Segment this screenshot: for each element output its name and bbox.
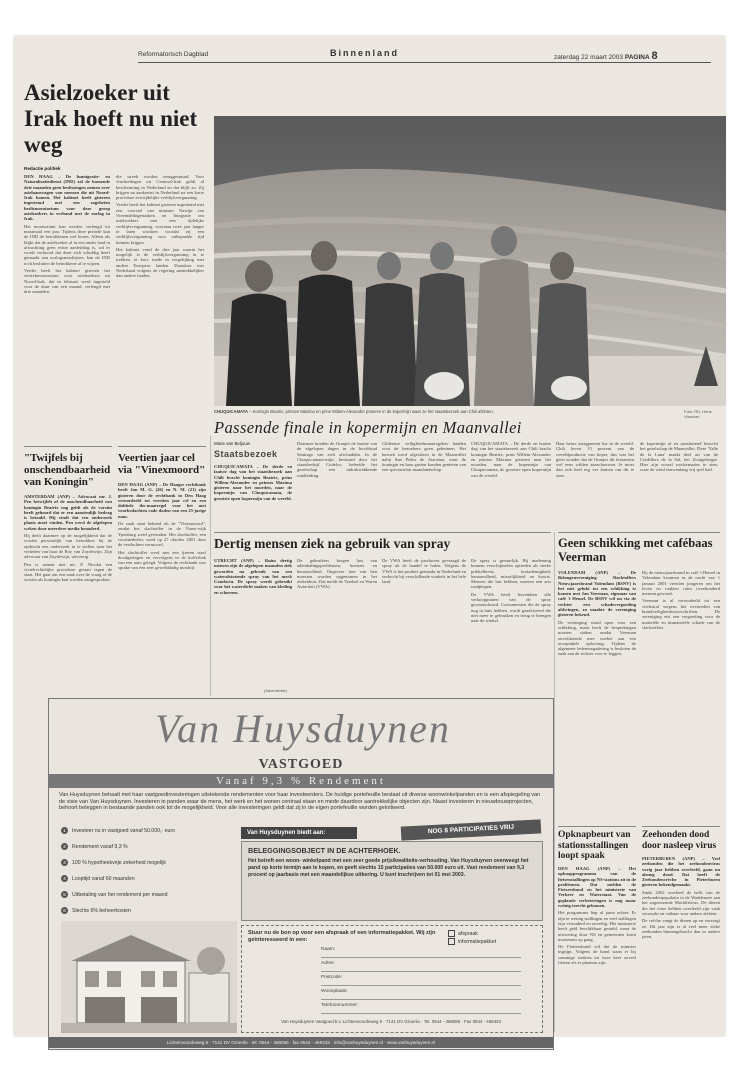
newspaper-page — [14, 36, 725, 1045]
article-finale-byline: Marie van Beljouw — [214, 441, 250, 446]
article-veertien-headline: Veertien jaar cel via "Vinexmoord" — [118, 452, 206, 476]
ad-benefit-5: 5 Uitbetaling van het rendement per maand — [61, 891, 167, 898]
article-veerman-headline: Geen schikking met cafébaas Veerman — [558, 536, 713, 564]
article-twijfels-body: AMSTERDAM (ANP) – Advocaat mr. J. Pen betwijfelt of de onschendbaarheid van koningin Beatrix nog geldt als de vorstin heeft gehoord dat er een aanzienlijk bedrag is betaald. Hij vindt dat een onderzoek plaats moet vinden. Pen werd de afgelopen weken door meerdere media benaderd. Hij deelt daarmee op de mogelijkheid dat de vorstin persoonlijk van betrokken bij de opdracht een onderzoek in te stellen naar het verleden van haar de Roy van Zuydewijn. Zijn advocaat van Zuydewijn, uitvoerig. Pen is samen met mr. P. Nicolai een civielrechtelijke procedure gestart tegen de staat. Het gaat om een zaak over de vraag of de vorstin als koningin kan worden aangesproken. — [24, 494, 112, 583]
coupon-field-postcode[interactable]: Postcode: — [321, 975, 521, 986]
article-finale-col3: Chileense veiligheidsmaatregelen hadden voor de bezoekers geen geheimen. Het bezoek werd afgesloten in de Maanvallei nabij San Pedro de Atacama, waar de koningin en haar gasten konden genieten van een spectaculair maanlandschap. — [382, 441, 466, 473]
article-zeehonden-headline: Zeehonden dood door nasleep virus — [642, 830, 717, 851]
ad-intro: Van Huysduynen behaalt met haar vastgoedinvesteringen uitstekende rendementen voor haar investeerders. De huidige portefeuille bestaat uit diverse woonwinkelpanden en is een afspiegeling van de visie van Van Huysduynen. Investeren in panden waar de mens, het werk en het wonen centraal staan en mede daardoor aantrekkelijke objecten zijn. Naast investeren in nieuwbouwprojecten, behoort beleggen in bestaande panden ook tot de mogelijkheid. Voor alle investeringen geldt dat zij in de eigen portefeuille worden geïnitieerd. — [59, 792, 541, 812]
checkbox-afspraak[interactable] — [448, 930, 455, 937]
photo-kopermijn — [214, 116, 726, 406]
masthead-paper: Reformatorisch Dagblad — [138, 51, 209, 58]
article-finale-kicker: Staatsbezoek — [214, 449, 278, 459]
masthead-section: Binnenland — [330, 48, 399, 58]
coupon-field-naam[interactable]: Naam: — [321, 947, 521, 958]
article-finale-col4: CHUQUICAMATA – De derde en laatste dag van het staatsbezoek aan Chili bracht koningin Beatrix, prins Willem-Alexander en prinses Máxima gisteren naar het noorden, naar de kopermijn van Chuquicamata, de grootste open kopermijn van de wereld. — [471, 441, 551, 478]
rule-stallingen — [558, 826, 636, 827]
article-zeehonden-body: PIETERBUREN (ANP) – Veel zeehonden die het zeehondenvirus vorig jaar hebben overleefd, gaan nu alsnog dood. Dat heeft de Zeehondencrèche in Pieterburen gisteren bekendgemaakt. Sinds 2002 overleed de helft van de zeehondenpopulatie in de Waddenzee aan het zogenoemde Morbilivirus. De dieren die het virus hebben overleefd zijn vaak verzwakt en vatbaar voor andere ziekten. De crèche vangt de dieren op en verzorgt ze. Dit jaar zijn er al veel meer zieke zeehonden binnengebracht dan in andere jaren. — [642, 856, 720, 940]
rule-veertien — [118, 446, 206, 447]
masthead-date: zaterdag 22 maart 2003 PAGINA 8 — [554, 50, 658, 62]
ad-option-afspraak[interactable]: afspraak — [448, 930, 478, 937]
article-spray-col1: UTRECHT (ANP) – Ruim dertig mensen zijn de afgelopen maanden ziek geworden na gebruik van een waterafstotende spray van het merk Comforta. De spray wordt gebruikt voor het waterdicht maken van kleding en schoenen. — [214, 558, 292, 595]
rule-zeehonden — [642, 826, 720, 827]
article-spray-col4: De spray is gevaarlijk. Bij inademing kunnen verschijnselen optreden als sterke prikkelhoest, kortademigheid, benauwdheid, misselijkheid en koorts. Mensen die last hebben, moeten een arts raadplegen. De VWA heeft bovendien alle verkooppunten van de spray gewaarschuwd. Consumenten die de spray nog in huis hebben, wordt geadviseerd die niet meer te gebruiken en terug te brengen naar de winkel. — [471, 558, 551, 624]
article-finale-col1: CHUQUICAMATA – De derde en laatste dag van het staatsbezoek aan Chili bracht koningin Beatrix, prins Willem-Alexander en prinses Máxima gisteren naar het noorden, naar de kopermijn van Chuquicamata, de grootste open kopermijn van de wereld. — [214, 464, 292, 501]
article-finale-col6: de kopermijn af en aansluitend bezocht het gezelschap de Maanvallei. Deze 'Valle de la Luna' maakt deel uit van de Cordillera de la Sal, het Zoutgebergte. Hier zijn vooral rotsformaties te zien, waar de wind eeuwenlang vrij spel had. — [640, 441, 718, 473]
photo-credit: Foto: RD, Henk Visscher — [684, 409, 712, 419]
coupon-field-adres[interactable]: Adres: — [321, 961, 521, 972]
photo-kopermijn-image — [214, 116, 726, 406]
article-stallingen-body: DEN HAAG (ANP) – Het opknapprogramma van de fietsenstallingen op NS-stations zit in de problemen. Dat melden de Fietsersbond en het ministerie van Verkeer en Waterstaat. Van de geplande verbeteringen is nog maar weinig terecht gekomen. Het programma liep al jaren achter. Er zijn te weinig stallingen en veel stallingen zijn verouderd en onveilig. Het ministerie heeft geld beschikbaar gesteld, maar de uitvoering door NS en gemeenten komt moeizaam op gang. De Fietsersbond wil dat de minister ingrijpt. Volgens de bond staan er bij sommige stations tot twee keer zoveel fietsen als er plaatsen zijn. — [558, 866, 636, 966]
rule-twijfels — [24, 446, 112, 447]
article-asielzoeker-headline: Asielzoeker uit Irak hoeft nu niet weg — [24, 80, 198, 157]
column-divider-right — [554, 532, 555, 1032]
photo-caption: CHUQUICAMATA – Koningin Beatrix, prinses Máxima en prins Willem-Alexander poseren in de kopermijn waar ze het staatsbezoek aan Chili afsloten. — [214, 409, 494, 414]
ad-offer-text: Het betreft een woon- winkelpand met een zeer goede prijs/kwaliteits-verhouding. Van Huysduynen overweegt het pand op korte termijn aan te kopen, en geeft slechts 15 participaties van 50.000 euro uit. Vast rendement van 9,3 procent op jaarbasis met een maandelijkse uitkering. U kunt inschrijven tot 01 mei 2003. — [248, 858, 529, 878]
advertisement — [48, 698, 554, 1050]
article-spray-headline: Dertig mensen ziek na gebruik van spray — [214, 536, 451, 551]
ad-offer-title: BELEGGINGSOBJECT IN DE ACHTERHOEK. — [248, 846, 401, 855]
article-veerman-col2: Bij de nieuwjaarsbrand in café 't Hemel in Volendam kwamen in de nacht van 1 januari 2001 veertien jongeren om het leven en raakten ruim tweehonderd mensen gewond. Veerman is al veroordeeld tot een werkstraf wegens het overtreden van brandveiligheidsvoorschriften. De vereniging eist een vergoeding voor de materiële en immateriële schade van de slachtoffers. — [642, 570, 720, 630]
rule-veerman — [558, 532, 720, 533]
ad-offer-box — [241, 841, 543, 921]
ad-benefit-4: 4 Looptijd vanaf 60 maanden — [61, 875, 135, 882]
ad-option-informatiepakket[interactable]: informatiepakket — [448, 938, 496, 945]
column-divider — [210, 436, 211, 696]
article-spray-col2: De gebruikers kregen last van ademhalingsproblemen, hoesten en benauwdheid. Ongeveer tien van hen moesten worden opgenomen in het ziekenhuis. Dat meldt de Voedsel en Waren Autoriteit (VWA). — [297, 558, 377, 590]
coupon-field-telefoon[interactable]: Telefoonnummer: — [321, 1003, 521, 1014]
building-illustration — [61, 921, 237, 1033]
article-spray-col3: De VWA heeft de producent gevraagd de spray uit de handel te halen. Volgens de VWA is het product gemaakt in Nederland en verkocht bij verschillende winkels in het hele land. — [382, 558, 466, 585]
checkbox-informatiepakket[interactable] — [448, 938, 455, 945]
rule-spray — [214, 532, 551, 533]
ad-brand: Van Huysduynen — [155, 706, 451, 751]
article-twijfels-headline: "Twijfels bij onschendbaarheid van Koningin" — [24, 452, 111, 488]
ad-benefit-6: 6 Slechts 6% beheerkosten — [61, 907, 131, 914]
ad-sub: VASTGOED — [258, 757, 344, 772]
ad-label: (Advertentie) — [264, 688, 287, 693]
article-asielzoeker-col2: die streek worden teruggestuurd. Voor vluchtelingen uit Centraal-Irak geldt al bescherming in Nederland en dat blijft zo. Zij krijgen na aankomst in Nederland na een korte procedure een tijdelijke verblijfsvergunning. Verder heeft het kabinet gisteren ingestemd met een voorstel van minister Nawijn van Vreemdelingenzaken en Integratie om asielzoekers met een tijdelijke verblijfsvergunning, voortaan twee jaar langer te laten wachten voordat zij een verblijfsvergunning voor onbepaalde tijd kunnen krijgen. Het kabinet vond de drie jaar waarin het mogelijk is de verblijfsvergunning in te trekken, te kort, mede in vergelijking met andere Europese landen. Daardoor was Nederland volgens de regering aantrekkelijker dan andere landen. — [116, 174, 204, 279]
ad-benefit-2: 2 Rendement vanaf 9,3 % — [61, 843, 128, 850]
article-veerman-col1: VOLENDAM (ANP) – De Belangenvereniging Slachtoffers Nieuwjaarsbrand Volendam (BSNV) is het niet gelukt tot een schikking te komen met Jan Veerman, eigenaar van café 't Hemel. De BSNV wil nu via de rechter een schadevergoeding afdwingen, zo maakte de vereniging gisteren bekend. De vereniging stond open voor een schikking, maar heeft de besprekingen moeten staken omdat Veerman onvoldoende mee werkte aan een acceptabele oplossing. Tijdens de algemene ledenvergadering is besloten de zaak aan de rechter voor te leggen. — [558, 570, 636, 657]
article-asielzoeker-byline: Redactie politiek — [24, 166, 61, 171]
article-stallingen-headline: Opknapbeurt van stationsstallingen loopt spaak — [558, 830, 631, 861]
article-veertien-body: DEN HAAG (ANP) – De Haagse rechtbank heeft Jan M. G. (26) en N. M. (21) zijn gisteren door de rechtbank in Den Haag veroordeeld tot veertien jaar cel en een dubbele tbs-maatregel voor het met voorbedachten rade doden van een 25-jarige man. De zaak staat bekend als de "Vinexmoord", omdat het slachtoffer in de Vinex-wijk Ypenburg werd gevonden. Het slachtoffer, een cocaïnedealer, werd op 27 oktober 2001 door de verdachten vermoord. Het slachtoffer werd met een ijzeren staaf doodgeslagen en vervolgens in de kofferbak van een auto gelegd. Volgens de rechtbank was sprake van een zeer gewelddadig misdrijf. — [118, 482, 206, 571]
article-finale-headline: Passende finale in kopermijn en Maanvallei — [214, 418, 522, 437]
ad-coupon-title: Stuur nu de bon op voor een afspraak of een informatiepakket. Wij zijn geïnteresseerd in een: — [248, 930, 436, 943]
ad-benefit-1: 1 Investeer nu in vastgoed vanaf 50.000,- euro — [61, 827, 175, 834]
article-asielzoeker-col1: DEN HAAG – De Immigratie- en Naturalisatiedienst (IND) zal de komende drie maanden geen beslissingen nemen over asielaanvragen van mensen die uit Noord-Irak komen. Het kabinet heeft gisteren ingestemd met een zogeheten beslismoratorium voor deze groep asielzoekers in verband met de oorlog in Irak. Het moratorium kan worden verlengd tot maximaal een jaar. Tijdens deze periode kan de IND de betrokkenen wel horen. Alleen als blijkt dat de asielzoeker al in een ander land in afwachting geen echte aanleiding is, zal er wordt verhoord dat deze zich schuldig heeft gemaakt aan oorlogsmisdrijven, kan de IND toch besluiten de betrokkene af te wijzen. Verder heeft het kabinet gisteren het vertrekmoratorium voor asielzoekers uit Noord-Irak, dat in februari werd ingesteld voor de duur van een maand, verlengd met drie maanden. — [24, 174, 110, 295]
article-finale-col5: Haar beurs waagpunten lwr in de wereld. Chili levert 15 procent van de wereldproductie van koper, dus was het geen wonder dat de Oranjes dit fenomeen wel eens wilden aanschouwen. Je moet dan ook heel erg ver komen om dit te zien. — [556, 441, 634, 478]
ad-coupon-footer: Van Huysduynen Vastgoed b.v. Lichtenvoordeweg 5 · 7141 DV Groenlo · Tel. 0544 - 468055 · Fax 0544 - 468333 — [281, 1019, 501, 1024]
article-finale-col2: Daarmee konden de Oranjes de laatste van de afgelopen dagen in de hoofdstad Santiago van zich afschudden. In de Chuquicamata-mijn, bestuurd door het staatsbedrijf Codelco, beleefde het gezelschap een indrukwekkende rondleiding. — [297, 441, 377, 478]
ad-offer-header: Van Huysduynen biedt aan: — [241, 827, 357, 839]
coupon-field-woonplaats[interactable]: Woonplaats: — [321, 989, 521, 1000]
ad-footer: Lichtenvoordeweg 5 · 7141 DV Groenlo · tel. 0544 - 468055 · fax 0544 - 468333 · info@vanhuysduynen.nl · www.vanhuysduynen.nl — [49, 1037, 553, 1048]
masthead-rule — [138, 62, 711, 63]
ad-badge: NOG 8 PARTICIPATIES VRIJ — [401, 819, 542, 840]
ad-benefit-3: 3 100 % hypotheekvrije zekerheid mogelijk — [61, 859, 166, 866]
ad-tagline: Vanaf 9,3 % Rendement — [49, 774, 553, 788]
